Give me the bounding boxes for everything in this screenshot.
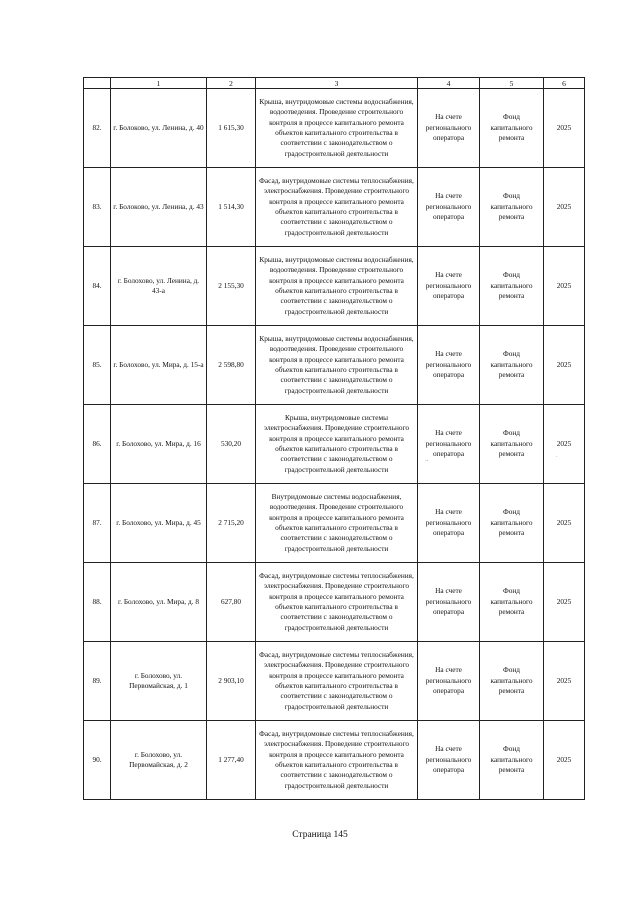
works-description-cell: Внутридомовые системы водоснабжения, водоотведения. Проведение строительного контроля в процессе капитального ремонта объектов капитального строительства в соответствии с законодательством о градостроительной деятельности [256, 484, 418, 563]
table-row [84, 89, 585, 168]
row-number-cell: 86. [84, 405, 111, 484]
address-cell: г. Болохово, ул. Первомайская, д. 1 [111, 642, 207, 721]
account-type-cell: На счете регионального оператора [418, 484, 480, 563]
area-cell: 2 598,80 [207, 326, 256, 405]
row-number-cell: 87. [84, 484, 111, 563]
works-description-cell: Крыша, внутридомовые системы водоснабжения, водоотведения. Проведение строительного контроля в процессе капитального ремонта объектов капитального строительства в соответствии с законодательством о градостроительной деятельности [256, 326, 418, 405]
address-cell: г. Болоково, ул. Ленина, д. 43 [111, 168, 207, 247]
works-description-cell: Крыша, внутридомовые системы водоснабжения, водоотведения. Проведение строительного контроля в процессе капитального ремонта объектов капитального строительства в соответствии с законодательством о градостроительной деятельности [256, 89, 418, 168]
year-cell: 2025 [544, 247, 585, 326]
year-cell: 2025 [544, 89, 585, 168]
page-number: Страница 145 [292, 830, 348, 840]
area-cell: 1 615,30 [207, 89, 256, 168]
works-description-cell: Крыша, внутридомовые системы электроснабжения. Проведение строительного контроля в процессе капитального ремонта объектов капитального строительства в соответствии с законодательством о градостроительной деятельности [256, 405, 418, 484]
address-cell: г. Болохово, ул. Ленина, д. 43-а [111, 247, 207, 326]
table-row [84, 405, 585, 484]
header-cell-6: 6 [544, 78, 585, 89]
account-type-cell: На счете регионального оператора [418, 89, 480, 168]
repair-program-table [83, 77, 585, 800]
table-row [84, 326, 585, 405]
address-cell: г. Болохово, ул. Мира, д. 15-а [111, 326, 207, 405]
year-cell: 2025 [544, 168, 585, 247]
works-description-cell: Фасад, внутридомовые системы теплоснабжения, электроснабжения. Проведение строительного контроля в процессе капитального ремонта объектов капитального строительства в соответствии с законодательством о градостроительной деятельности [256, 642, 418, 721]
address-cell: г. Болоково, ул. Ленина, д. 40 [111, 89, 207, 168]
row-number-cell: 85. [84, 326, 111, 405]
year-cell: 2025 [544, 484, 585, 563]
area-cell: 627,80 [207, 563, 256, 642]
year-cell: 2025 [544, 563, 585, 642]
year-cell: 2025 [544, 326, 585, 405]
area-cell: 530,20 [207, 405, 256, 484]
area-cell: 2 715,20 [207, 484, 256, 563]
works-description-cell: Фасад, внутридомовые системы теплоснабжения, электроснабжения. Проведение строительного контроля в процессе капитального ремонта объектов капитального строительства в соответствии с законодательством о градостроительной деятельности [256, 721, 418, 800]
row-number-cell: 83. [84, 168, 111, 247]
row-number-cell: 82. [84, 89, 111, 168]
funding-source-cell: Фонд капитального ремонта [480, 642, 544, 721]
row-number-cell: 88. [84, 563, 111, 642]
funding-source-cell: Фонд капитального ремонта [480, 405, 544, 484]
funding-source-cell: Фонд капитального ремонта [480, 484, 544, 563]
row-number-cell: 89. [84, 642, 111, 721]
year-cell: 2025 [544, 405, 585, 484]
header-cell-3: 3 [256, 78, 418, 89]
works-description-cell: Фасад, внутридомовые системы теплоснабжения, электроснабжения. Проведение строительного контроля в процессе капитального ремонта объектов капитального строительства в соответствии с законодательством о градостроительной деятельности [256, 563, 418, 642]
account-type-cell: На счете регионального оператора [418, 721, 480, 800]
table-row [84, 721, 585, 800]
row-number-cell: 84. [84, 247, 111, 326]
funding-source-cell: Фонд капитального ремонта [480, 721, 544, 800]
area-cell: 1 514,30 [207, 168, 256, 247]
year-cell: 2025 [544, 642, 585, 721]
header-cell-1: 1 [111, 78, 207, 89]
funding-source-cell: Фонд капитального ремонта [480, 563, 544, 642]
address-cell: г. Болохово, ул. Мира, д. 16 [111, 405, 207, 484]
table-row [84, 563, 585, 642]
funding-source-cell: Фонд капитального ремонта [480, 326, 544, 405]
table-row [84, 247, 585, 326]
scan-speck: ·- [425, 459, 429, 464]
header-cell-blank [84, 78, 111, 89]
scan-speck: · [556, 455, 558, 460]
account-type-cell: На счете регионального оператора [418, 405, 480, 484]
area-cell: 2 903,10 [207, 642, 256, 721]
header-cell-5: 5 [480, 78, 544, 89]
row-number-cell: 90. [84, 721, 111, 800]
area-cell: 1 277,40 [207, 721, 256, 800]
account-type-cell: На счете регионального оператора [418, 168, 480, 247]
account-type-cell: На счете регионального оператора [418, 642, 480, 721]
address-cell: г. Болохово, ул. Первомайская, д. 2 [111, 721, 207, 800]
column-number-row [84, 78, 585, 89]
table-row [84, 484, 585, 563]
table-body [84, 78, 585, 800]
account-type-cell: На счете регионального оператора [418, 326, 480, 405]
header-cell-2: 2 [207, 78, 256, 89]
table-row [84, 168, 585, 247]
account-type-cell: На счете регионального оператора [418, 247, 480, 326]
header-cell-4: 4 [418, 78, 480, 89]
funding-source-cell: Фонд капитального ремонта [480, 89, 544, 168]
funding-source-cell: Фонд капитального ремонта [480, 247, 544, 326]
works-description-cell: Крыша, внутридомовые системы водоснабжения, водоотведения. Проведение строительного контроля в процессе капитального ремонта объектов капитального строительства в соответствии с законодательством о градостроительной деятельности [256, 247, 418, 326]
account-type-cell: На счете регионального оператора [418, 563, 480, 642]
address-cell: г. Болохово, ул. Мира, д. 45 [111, 484, 207, 563]
funding-source-cell: Фонд капитального ремонта [480, 168, 544, 247]
area-cell: 2 155,30 [207, 247, 256, 326]
table-row [84, 642, 585, 721]
year-cell: 2025 [544, 721, 585, 800]
address-cell: г. Болохово, ул. Мира, д. 8 [111, 563, 207, 642]
works-description-cell: Фасад, внутридомовые системы теплоснабжения, электроснабжения. Проведение строительного контроля в процессе капитального ремонта объектов капитального строительства в соответствии с законодательством о градостроительной деятельности [256, 168, 418, 247]
